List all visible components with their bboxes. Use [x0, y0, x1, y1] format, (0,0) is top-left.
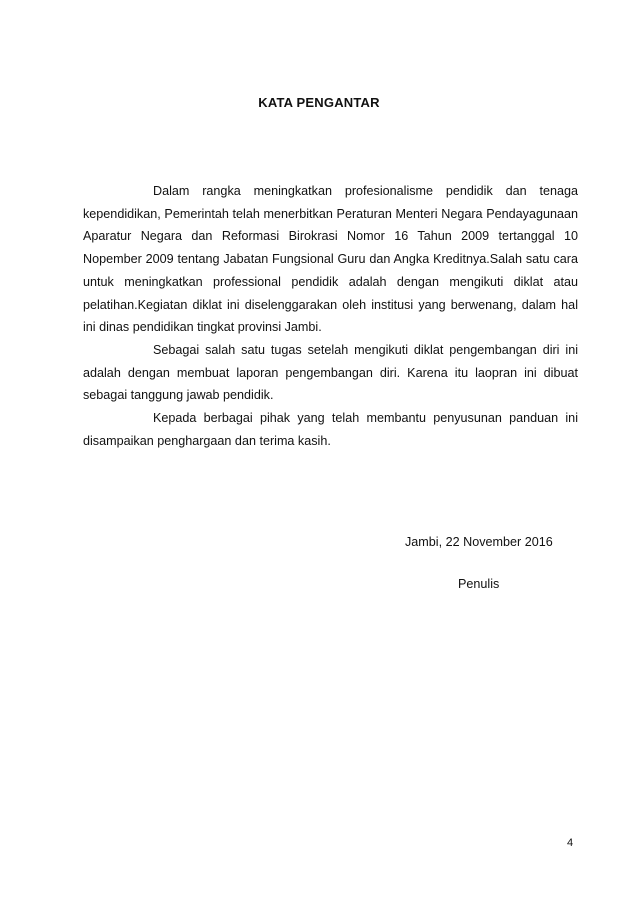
paragraph-2: Sebagai salah satu tugas setelah mengikuti diklat pengembangan diri ini adalah dengan membuat laporan pengembangan diri. Karena itu laopran ini dibuat sebagai tanggung jawab pendidik.	[83, 342, 578, 403]
closing-place-date: Jambi, 22 November 2016	[405, 535, 553, 549]
paragraph-1: Dalam rangka meningkatkan profesionalisme pendidik dan tenaga kependidikan, Pemerintah telah menerbitkan Peraturan Menteri Negara Pendayagunaan Aparatur Negara dan Reformasi Birokrasi Nomor 16 Tahun 2009 tertanggal 10 Nopember 2009 tentang Jabatan Fungsional Guru dan Angka Kreditnya.Salah satu cara untuk meningkatkan professional pendidik adalah dengan mengikuti diklat atau pelatihan.Kegiatan diklat ini diselenggarakan oleh institusi yang berwenang, dalam hal ini dinas pendidikan tingkat provinsi Jambi.	[83, 184, 578, 335]
page-title: KATA PENGANTAR	[258, 95, 380, 110]
body-text	[83, 180, 578, 452]
closing-signature: Penulis	[458, 577, 500, 591]
paragraph-3: Kepada berbagai pihak yang telah membantu penyusunan panduan ini disampaikan penghargaan dan terima kasih.	[83, 411, 578, 448]
page-number: 4	[567, 837, 574, 849]
